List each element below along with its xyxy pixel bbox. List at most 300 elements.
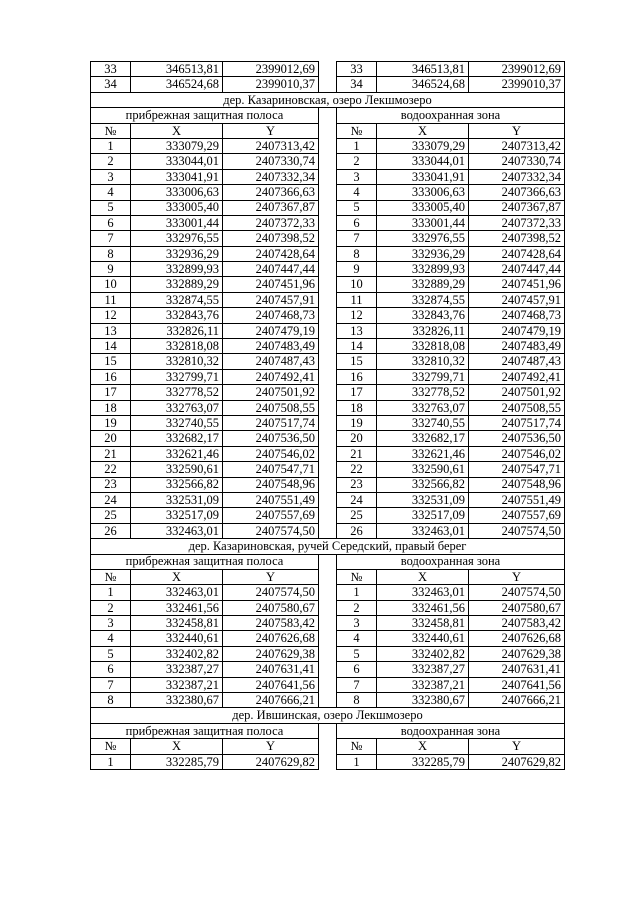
section-title-row (91, 539, 565, 554)
column-gap (319, 277, 337, 292)
x-coordinate-cell: 332799,71 (377, 369, 469, 384)
point-number-cell: 3 (91, 169, 131, 184)
point-number-cell: 15 (337, 354, 377, 369)
y-coordinate-cell: 2407666,21 (223, 693, 319, 708)
point-number-cell: 24 (91, 492, 131, 507)
column-gap (319, 446, 337, 461)
column-header-row (91, 739, 565, 754)
point-number-cell: 5 (91, 646, 131, 661)
y-coordinate-cell: 2407548,96 (469, 477, 565, 492)
y-coordinate-cell: 2407574,50 (223, 523, 319, 538)
point-number-cell: 8 (337, 693, 377, 708)
y-coordinate-cell: 2407536,50 (469, 431, 565, 446)
y-coordinate-cell: 2407451,96 (223, 277, 319, 292)
y-coordinate-cell: 2407483,49 (223, 339, 319, 354)
point-number-cell: 6 (337, 215, 377, 230)
point-number-cell: 22 (337, 462, 377, 477)
table-row (91, 246, 565, 261)
column-gap (319, 154, 337, 169)
point-number-cell: 25 (337, 508, 377, 523)
y-column-header: Y (223, 569, 319, 584)
number-column-header: № (91, 739, 131, 754)
table-row (91, 693, 565, 708)
x-coordinate-cell: 332740,55 (131, 415, 223, 430)
x-coordinate-cell: 332778,52 (377, 385, 469, 400)
point-number-cell: 1 (91, 754, 131, 769)
column-gap (319, 185, 337, 200)
x-coordinate-cell: 332458,81 (377, 616, 469, 631)
x-coordinate-cell: 332778,52 (131, 385, 223, 400)
point-number-cell: 3 (337, 169, 377, 184)
x-coordinate-cell: 332458,81 (131, 616, 223, 631)
x-coordinate-cell: 333005,40 (377, 200, 469, 215)
column-gap (319, 200, 337, 215)
table-row (91, 277, 565, 292)
point-number-cell: 12 (91, 308, 131, 323)
table-row (91, 385, 565, 400)
point-number-cell: 9 (91, 262, 131, 277)
y-coordinate-cell: 2407547,71 (469, 462, 565, 477)
point-number-cell: 26 (91, 523, 131, 538)
x-coordinate-cell: 333044,01 (377, 154, 469, 169)
x-coordinate-cell: 332463,01 (377, 523, 469, 538)
y-column-header: Y (469, 739, 565, 754)
y-coordinate-cell: 2407447,44 (223, 262, 319, 277)
coastal-protection-strip-label: прибрежная защитная полоса (91, 554, 319, 569)
column-gap (319, 616, 337, 631)
table-row (91, 600, 565, 615)
y-column-header: Y (223, 739, 319, 754)
table-row (91, 354, 565, 369)
x-coordinate-cell: 332387,21 (377, 677, 469, 692)
column-gap (319, 308, 337, 323)
point-number-cell: 7 (91, 231, 131, 246)
y-coordinate-cell: 2407501,92 (469, 385, 565, 400)
x-coordinate-cell: 333041,91 (131, 169, 223, 184)
x-coordinate-cell: 332440,61 (131, 631, 223, 646)
column-gap (319, 492, 337, 507)
x-coordinate-cell: 346524,68 (377, 77, 469, 92)
point-number-cell: 33 (337, 62, 377, 77)
x-coordinate-cell: 346513,81 (131, 62, 223, 77)
point-number-cell: 19 (91, 415, 131, 430)
y-coordinate-cell: 2407501,92 (223, 385, 319, 400)
column-gap (319, 739, 337, 754)
y-coordinate-cell: 2407483,49 (469, 339, 565, 354)
x-coordinate-cell: 332899,93 (131, 262, 223, 277)
column-gap (319, 600, 337, 615)
x-coordinate-cell: 332826,11 (131, 323, 223, 338)
y-coordinate-cell: 2407629,82 (223, 754, 319, 769)
water-protection-zone-label: водоохранная зона (337, 108, 565, 123)
x-coordinate-cell: 333001,44 (131, 215, 223, 230)
x-coordinate-cell: 332531,09 (377, 492, 469, 507)
x-column-header: X (377, 569, 469, 584)
column-gap (319, 723, 337, 738)
x-coordinate-cell: 332810,32 (131, 354, 223, 369)
table-row (91, 339, 565, 354)
zone-labels-row (91, 108, 565, 123)
y-coordinate-cell: 2407398,52 (223, 231, 319, 246)
x-coordinate-cell: 333044,01 (131, 154, 223, 169)
y-coordinate-cell: 2399012,69 (223, 62, 319, 77)
y-coordinate-cell: 2407626,68 (223, 631, 319, 646)
y-coordinate-cell: 2407398,52 (469, 231, 565, 246)
x-coordinate-cell: 332763,07 (377, 400, 469, 415)
y-coordinate-cell: 2407313,42 (469, 138, 565, 153)
column-gap (319, 585, 337, 600)
x-column-header: X (131, 123, 223, 138)
column-gap (319, 662, 337, 677)
y-coordinate-cell: 2407517,74 (223, 415, 319, 430)
x-coordinate-cell: 333001,44 (377, 215, 469, 230)
column-gap (319, 508, 337, 523)
table-row (91, 169, 565, 184)
point-number-cell: 24 (337, 492, 377, 507)
section-title: дер. Казариновская, ручей Середский, правый берег (91, 539, 565, 554)
point-number-cell: 17 (91, 385, 131, 400)
point-number-cell: 12 (337, 308, 377, 323)
table-row (91, 400, 565, 415)
point-number-cell: 6 (91, 662, 131, 677)
point-number-cell: 8 (91, 693, 131, 708)
y-coordinate-cell: 2399010,37 (223, 77, 319, 92)
number-column-header: № (337, 123, 377, 138)
y-coordinate-cell: 2407557,69 (223, 508, 319, 523)
zone-labels-row (91, 554, 565, 569)
y-coordinate-cell: 2407447,44 (469, 262, 565, 277)
table-row (91, 138, 565, 153)
y-coordinate-cell: 2407641,56 (469, 677, 565, 692)
x-coordinate-cell: 332936,29 (131, 246, 223, 261)
table-row (91, 646, 565, 661)
x-coordinate-cell: 332682,17 (377, 431, 469, 446)
y-coordinate-cell: 2407313,42 (223, 138, 319, 153)
y-coordinate-cell: 2407366,63 (223, 185, 319, 200)
y-coordinate-cell: 2407574,50 (223, 585, 319, 600)
y-coordinate-cell: 2407492,41 (469, 369, 565, 384)
x-coordinate-cell: 332682,17 (131, 431, 223, 446)
table-row (91, 477, 565, 492)
y-coordinate-cell: 2399010,37 (469, 77, 565, 92)
section-title-row (91, 92, 565, 107)
y-coordinate-cell: 2407551,49 (469, 492, 565, 507)
x-coordinate-cell: 332463,01 (131, 585, 223, 600)
x-coordinate-cell: 332461,56 (131, 600, 223, 615)
column-gap (319, 462, 337, 477)
y-coordinate-cell: 2407548,96 (223, 477, 319, 492)
point-number-cell: 20 (91, 431, 131, 446)
y-coordinate-cell: 2407468,73 (223, 308, 319, 323)
table-row (91, 508, 565, 523)
x-coordinate-cell: 332818,08 (377, 339, 469, 354)
column-gap (319, 262, 337, 277)
x-coordinate-cell: 332889,29 (377, 277, 469, 292)
x-coordinate-cell: 332874,55 (131, 292, 223, 307)
x-coordinate-cell: 332763,07 (131, 400, 223, 415)
column-gap (319, 400, 337, 415)
column-gap (319, 123, 337, 138)
water-protection-zone-label: водоохранная зона (337, 554, 565, 569)
column-gap (319, 354, 337, 369)
column-gap (319, 246, 337, 261)
y-coordinate-cell: 2407330,74 (223, 154, 319, 169)
coordinates-table (90, 61, 565, 770)
y-coordinate-cell: 2407546,02 (223, 446, 319, 461)
x-coordinate-cell: 332843,76 (131, 308, 223, 323)
point-number-cell: 23 (337, 477, 377, 492)
table-row (91, 185, 565, 200)
number-column-header: № (337, 569, 377, 584)
point-number-cell: 6 (91, 215, 131, 230)
table-row (91, 631, 565, 646)
number-column-header: № (91, 569, 131, 584)
coordinates-document (90, 61, 565, 770)
x-coordinate-cell: 332621,46 (377, 446, 469, 461)
point-number-cell: 11 (337, 292, 377, 307)
x-coordinate-cell: 346513,81 (377, 62, 469, 77)
column-gap (319, 677, 337, 692)
column-gap (319, 646, 337, 661)
x-coordinate-cell: 332590,61 (377, 462, 469, 477)
x-coordinate-cell: 332285,79 (377, 754, 469, 769)
section-title-row (91, 708, 565, 723)
point-number-cell: 9 (337, 262, 377, 277)
point-number-cell: 1 (91, 138, 131, 153)
point-number-cell: 33 (91, 62, 131, 77)
x-coordinate-cell: 332285,79 (131, 754, 223, 769)
point-number-cell: 14 (337, 339, 377, 354)
x-coordinate-cell: 333079,29 (377, 138, 469, 153)
column-gap (319, 138, 337, 153)
x-coordinate-cell: 332976,55 (377, 231, 469, 246)
point-number-cell: 15 (91, 354, 131, 369)
x-coordinate-cell: 333005,40 (131, 200, 223, 215)
point-number-cell: 8 (91, 246, 131, 261)
x-coordinate-cell: 332380,67 (131, 693, 223, 708)
point-number-cell: 17 (337, 385, 377, 400)
y-coordinate-cell: 2407574,50 (469, 585, 565, 600)
x-coordinate-cell: 332826,11 (377, 323, 469, 338)
table-row (91, 62, 565, 77)
x-coordinate-cell: 333006,63 (131, 185, 223, 200)
y-coordinate-cell: 2407629,38 (469, 646, 565, 661)
y-coordinate-cell: 2407479,19 (223, 323, 319, 338)
column-gap (319, 523, 337, 538)
column-gap (319, 385, 337, 400)
point-number-cell: 23 (91, 477, 131, 492)
point-number-cell: 7 (337, 231, 377, 246)
column-gap (319, 323, 337, 338)
coastal-protection-strip-label: прибрежная защитная полоса (91, 723, 319, 738)
x-coordinate-cell: 333006,63 (377, 185, 469, 200)
point-number-cell: 34 (91, 77, 131, 92)
table-row (91, 262, 565, 277)
x-coordinate-cell: 332799,71 (131, 369, 223, 384)
point-number-cell: 20 (337, 431, 377, 446)
y-coordinate-cell: 2407372,33 (469, 215, 565, 230)
y-coordinate-cell: 2407551,49 (223, 492, 319, 507)
point-number-cell: 3 (91, 616, 131, 631)
y-coordinate-cell: 2407626,68 (469, 631, 565, 646)
water-protection-zone-label: водоохранная зона (337, 723, 565, 738)
y-coordinate-cell: 2407332,34 (223, 169, 319, 184)
column-gap (319, 754, 337, 769)
x-column-header: X (131, 569, 223, 584)
point-number-cell: 25 (91, 508, 131, 523)
point-number-cell: 7 (91, 677, 131, 692)
x-column-header: X (377, 739, 469, 754)
point-number-cell: 16 (337, 369, 377, 384)
y-coordinate-cell: 2407583,42 (469, 616, 565, 631)
y-coordinate-cell: 2407367,87 (223, 200, 319, 215)
y-coordinate-cell: 2407332,34 (469, 169, 565, 184)
table-row (91, 492, 565, 507)
table-row (91, 323, 565, 338)
y-coordinate-cell: 2407372,33 (223, 215, 319, 230)
y-coordinate-cell: 2407631,41 (223, 662, 319, 677)
table-row (91, 154, 565, 169)
column-gap (319, 415, 337, 430)
column-gap (319, 62, 337, 77)
y-coordinate-cell: 2407629,82 (469, 754, 565, 769)
x-coordinate-cell: 332402,82 (131, 646, 223, 661)
point-number-cell: 5 (337, 200, 377, 215)
y-coordinate-cell: 2407451,96 (469, 277, 565, 292)
column-gap (319, 693, 337, 708)
x-column-header: X (377, 123, 469, 138)
x-coordinate-cell: 332531,09 (131, 492, 223, 507)
x-coordinate-cell: 332566,82 (131, 477, 223, 492)
y-coordinate-cell: 2407583,42 (223, 616, 319, 631)
column-gap (319, 108, 337, 123)
table-row (91, 231, 565, 246)
column-gap (319, 215, 337, 230)
x-coordinate-cell: 332380,67 (377, 693, 469, 708)
point-number-cell: 7 (337, 677, 377, 692)
x-coordinate-cell: 332463,01 (377, 585, 469, 600)
point-number-cell: 5 (91, 200, 131, 215)
y-coordinate-cell: 2407547,71 (223, 462, 319, 477)
section-title: дер. Ившинская, озеро Лекшмозеро (91, 708, 565, 723)
coastal-protection-strip-label: прибрежная защитная полоса (91, 108, 319, 123)
point-number-cell: 2 (337, 600, 377, 615)
y-column-header: Y (223, 123, 319, 138)
y-coordinate-cell: 2407428,64 (223, 246, 319, 261)
point-number-cell: 5 (337, 646, 377, 661)
point-number-cell: 4 (337, 631, 377, 646)
x-coordinate-cell: 346524,68 (131, 77, 223, 92)
point-number-cell: 16 (91, 369, 131, 384)
column-gap (319, 431, 337, 446)
table-row (91, 616, 565, 631)
column-gap (319, 231, 337, 246)
y-coordinate-cell: 2407557,69 (469, 508, 565, 523)
y-coordinate-cell: 2407631,41 (469, 662, 565, 677)
x-coordinate-cell: 332387,27 (131, 662, 223, 677)
point-number-cell: 10 (91, 277, 131, 292)
y-coordinate-cell: 2407479,19 (469, 323, 565, 338)
y-coordinate-cell: 2407428,64 (469, 246, 565, 261)
x-coordinate-cell: 333079,29 (131, 138, 223, 153)
y-column-header: Y (469, 569, 565, 584)
y-coordinate-cell: 2407457,91 (469, 292, 565, 307)
y-coordinate-cell: 2407468,73 (469, 308, 565, 323)
y-coordinate-cell: 2407666,21 (469, 693, 565, 708)
point-number-cell: 6 (337, 662, 377, 677)
point-number-cell: 1 (337, 754, 377, 769)
y-coordinate-cell: 2407508,55 (223, 400, 319, 415)
point-number-cell: 22 (91, 462, 131, 477)
column-gap (319, 569, 337, 584)
x-coordinate-cell: 332461,56 (377, 600, 469, 615)
x-column-header: X (131, 739, 223, 754)
point-number-cell: 26 (337, 523, 377, 538)
y-coordinate-cell: 2407641,56 (223, 677, 319, 692)
x-coordinate-cell: 332874,55 (377, 292, 469, 307)
x-coordinate-cell: 332818,08 (131, 339, 223, 354)
point-number-cell: 13 (91, 323, 131, 338)
column-gap (319, 169, 337, 184)
point-number-cell: 4 (91, 631, 131, 646)
x-coordinate-cell: 332621,46 (131, 446, 223, 461)
point-number-cell: 21 (337, 446, 377, 461)
x-coordinate-cell: 332889,29 (131, 277, 223, 292)
table-row (91, 585, 565, 600)
y-coordinate-cell: 2407508,55 (469, 400, 565, 415)
x-coordinate-cell: 332976,55 (131, 231, 223, 246)
zone-labels-row (91, 723, 565, 738)
point-number-cell: 19 (337, 415, 377, 430)
number-column-header: № (337, 739, 377, 754)
table-row (91, 292, 565, 307)
x-coordinate-cell: 332463,01 (131, 523, 223, 538)
point-number-cell: 1 (337, 585, 377, 600)
y-coordinate-cell: 2407580,67 (469, 600, 565, 615)
point-number-cell: 2 (91, 154, 131, 169)
column-gap (319, 339, 337, 354)
table-row (91, 431, 565, 446)
x-coordinate-cell: 332517,09 (377, 508, 469, 523)
column-header-row (91, 123, 565, 138)
y-coordinate-cell: 2399012,69 (469, 62, 565, 77)
column-gap (319, 77, 337, 92)
point-number-cell: 14 (91, 339, 131, 354)
table-row (91, 523, 565, 538)
x-coordinate-cell: 332899,93 (377, 262, 469, 277)
point-number-cell: 8 (337, 246, 377, 261)
y-column-header: Y (469, 123, 565, 138)
x-coordinate-cell: 332810,32 (377, 354, 469, 369)
column-gap (319, 631, 337, 646)
point-number-cell: 13 (337, 323, 377, 338)
section-title: дер. Казариновская, озеро Лекшмозеро (91, 92, 565, 107)
y-coordinate-cell: 2407517,74 (469, 415, 565, 430)
point-number-cell: 34 (337, 77, 377, 92)
table-row (91, 677, 565, 692)
point-number-cell: 4 (91, 185, 131, 200)
table-row (91, 415, 565, 430)
x-coordinate-cell: 333041,91 (377, 169, 469, 184)
number-column-header: № (91, 123, 131, 138)
x-coordinate-cell: 332387,27 (377, 662, 469, 677)
table-row (91, 77, 565, 92)
column-gap (319, 477, 337, 492)
column-gap (319, 292, 337, 307)
y-coordinate-cell: 2407574,50 (469, 523, 565, 538)
table-row (91, 200, 565, 215)
y-coordinate-cell: 2407546,02 (469, 446, 565, 461)
